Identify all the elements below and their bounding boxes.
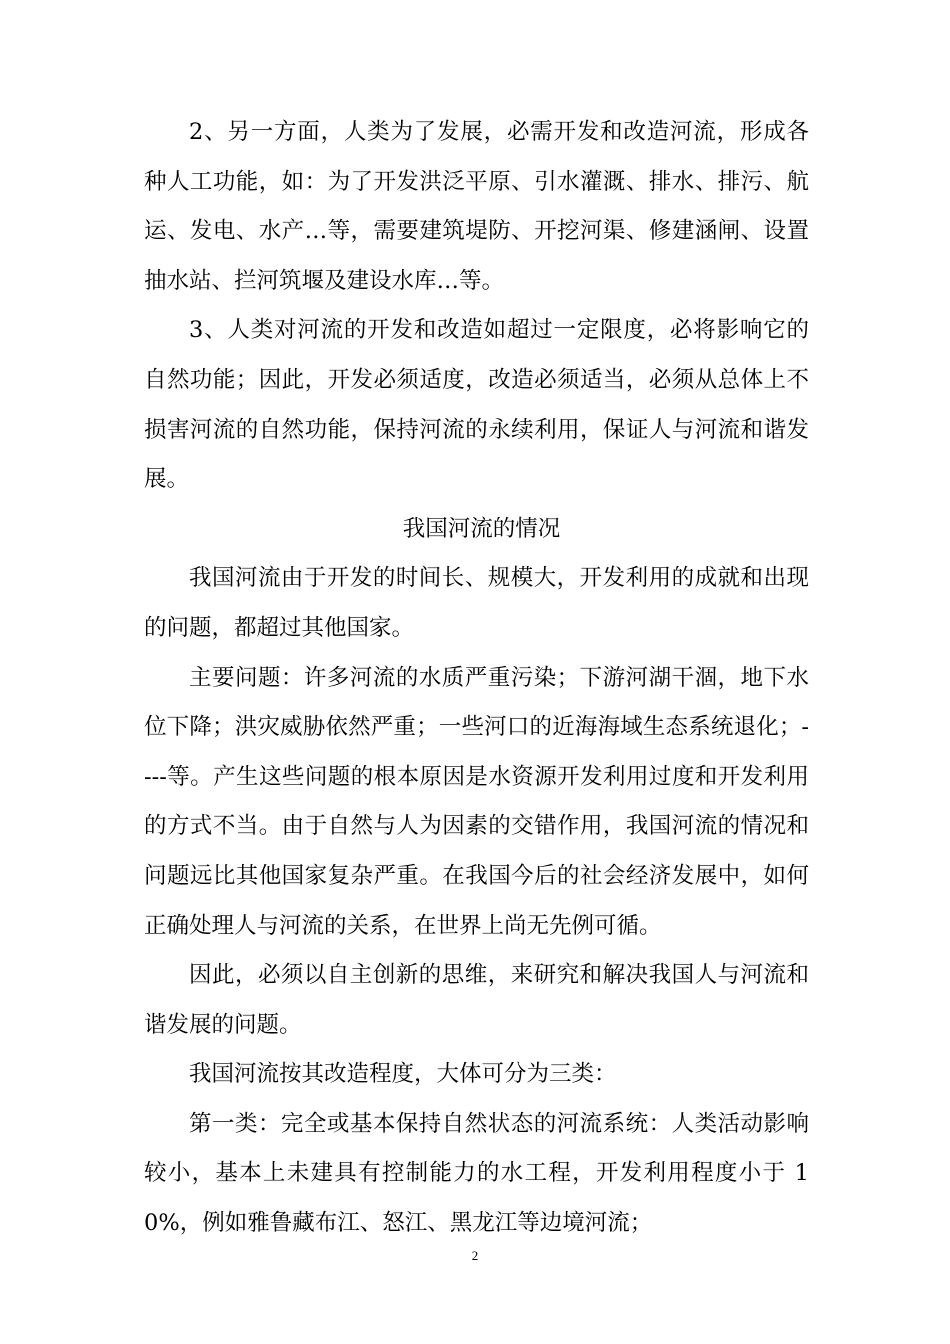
paragraph-classification-intro: 我国河流按其改造程度，大体可分为三类： — [189, 1061, 617, 1088]
paragraph-china-rivers-overview: 我国河流由于开发的时间长、规模大，开发利用的成就和出现的问题，都超过其他国家。 — [144, 565, 809, 641]
paragraph-innovation: 因此，必须以自主创新的思维，来研究和解决我国人与河流和谐发展的问题。 — [144, 962, 809, 1038]
page-number: 2 — [471, 1248, 479, 1263]
page-body — [144, 108, 809, 1249]
paragraph-category-one: 第一类：完全或基本保持自然状态的河流系统：人类活动影响较小，基本上未建具有控制能力的水工程，开发利用程度小于 10%，例如雅鲁藏布江、怒江、黑龙江等边境河流； — [144, 1110, 809, 1237]
section-heading: 我国河流的情况 — [402, 515, 561, 542]
paragraph-3-development-limits: 3、人类对河流的开发和改造如超过一定限度，必将影响它的自然功能；因此，开发必须适度，改造必须适当，必须从总体上不损害河流的自然功能，保持河流的永续利用，保证人与河流和谐发展。 — [144, 317, 809, 493]
paragraph-main-problems: 主要问题：许多河流的水质严重污染；下游河湖干涸，地下水位下降；洪灾威胁依然严重；一些河口的近海海域生态系统退化；----等。产生这些问题的根本原因是水资源开发利用过度和开发利用的方式不当。由于自然与人为因素的交错作用，我国河流的情况和问题远比其他国家复杂严重。在我国今后的社会经济发展中，如何正确处理人与河流的关系，在世界上尚无先例可循。 — [144, 664, 809, 939]
paragraph-2-human-development: 2、另一方面，人类为了发展，必需开发和改造河流，形成各种人工功能，如：为了开发洪泛平原、引水灌溉、排水、排污、航运、发电、水产…等，需要建筑堤防、开挖河渠、修建涵闸、设置抽水站、拦河筑堰及建设水库…等。 — [144, 119, 809, 294]
